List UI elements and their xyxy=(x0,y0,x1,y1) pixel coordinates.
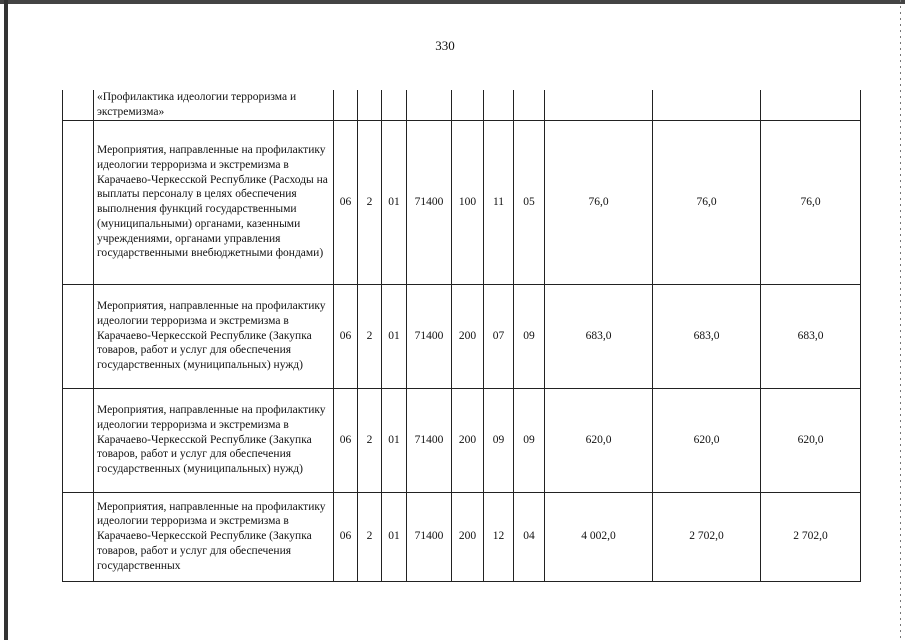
expense-type-code: 100 xyxy=(452,120,484,284)
activity-code xyxy=(382,90,407,120)
chapter-code: 07 xyxy=(484,284,514,388)
section-code xyxy=(334,90,358,120)
expense-type-code: 200 xyxy=(452,284,484,388)
subchapter-code: 09 xyxy=(514,284,545,388)
chapter-code: 11 xyxy=(484,120,514,284)
amount-year-3 xyxy=(761,90,861,120)
empty-cell xyxy=(63,492,94,581)
row-name: Мероприятия, направленные на профилактику идеологии терроризма и экстремизма в Карачаево-Черкесской Республике (Закупка товаров, работ и услуг для обеспечения государственных xyxy=(94,492,334,581)
page-number: 330 xyxy=(435,38,455,53)
table-row xyxy=(63,388,861,492)
section-code: 06 xyxy=(334,284,358,388)
section-code: 06 xyxy=(334,120,358,284)
amount-year-2: 620,0 xyxy=(653,388,761,492)
row-name: Мероприятия, направленные на профилактику идеологии терроризма и экстремизма в Карачаево-Черкесской Республике (Закупка товаров, работ и услуг для обеспечения государственных (муниципальных) нужд) xyxy=(94,388,334,492)
section-code: 06 xyxy=(334,388,358,492)
chapter-code: 12 xyxy=(484,492,514,581)
amount-year-1 xyxy=(545,90,653,120)
direction-code: 71400 xyxy=(407,120,452,284)
direction-code: 71400 xyxy=(407,492,452,581)
table-row xyxy=(63,284,861,388)
subchapter-code xyxy=(514,90,545,120)
subchapter-code: 04 xyxy=(514,492,545,581)
activity-code: 01 xyxy=(382,284,407,388)
amount-year-2: 2 702,0 xyxy=(653,492,761,581)
budget-table xyxy=(62,90,861,582)
amount-year-1: 683,0 xyxy=(545,284,653,388)
amount-year-3: 2 702,0 xyxy=(761,492,861,581)
activity-code: 01 xyxy=(382,388,407,492)
direction-code: 71400 xyxy=(407,284,452,388)
amount-year-2: 76,0 xyxy=(653,120,761,284)
scan-right-edge xyxy=(900,0,901,640)
expense-type-code xyxy=(452,90,484,120)
scan-top-border xyxy=(0,0,905,4)
empty-cell xyxy=(63,388,94,492)
subprogram-code: 2 xyxy=(358,388,382,492)
row-name: Мероприятия, направленные на профилактику идеологии терроризма и экстремизма в Карачаево-Черкесской Республике (Закупка товаров, работ и услуг для обеспечения государственных (муниципальных) нужд) xyxy=(94,284,334,388)
activity-code: 01 xyxy=(382,120,407,284)
chapter-code: 09 xyxy=(484,388,514,492)
amount-year-1: 76,0 xyxy=(545,120,653,284)
empty-cell xyxy=(63,120,94,284)
section-code: 06 xyxy=(334,492,358,581)
subprogram-code: 2 xyxy=(358,284,382,388)
empty-cell xyxy=(63,90,94,120)
chapter-code xyxy=(484,90,514,120)
table-row xyxy=(63,120,861,284)
amount-year-2: 683,0 xyxy=(653,284,761,388)
amount-year-1: 4 002,0 xyxy=(545,492,653,581)
empty-cell xyxy=(63,284,94,388)
table-row xyxy=(63,90,861,120)
direction-code: 71400 xyxy=(407,388,452,492)
expense-type-code: 200 xyxy=(452,492,484,581)
row-name: «Профилактика идеологии терроризма и экстремизма» xyxy=(94,90,334,120)
activity-code: 01 xyxy=(382,492,407,581)
expense-type-code: 200 xyxy=(452,388,484,492)
amount-year-3: 683,0 xyxy=(761,284,861,388)
direction-code xyxy=(407,90,452,120)
subprogram-code xyxy=(358,90,382,120)
subprogram-code: 2 xyxy=(358,120,382,284)
amount-year-3: 620,0 xyxy=(761,388,861,492)
amount-year-1: 620,0 xyxy=(545,388,653,492)
subprogram-code: 2 xyxy=(358,492,382,581)
row-name: Мероприятия, направленные на профилактику идеологии терроризма и экстремизма в Карачаево-Черкесской Республике (Расходы на выплаты персоналу в целях обеспечения выполнения функций государственными (муниципальными) органами, казенными учреждениями, органами управления государственными внебюджетными фондами) xyxy=(94,120,334,284)
table-row xyxy=(63,492,861,581)
subchapter-code: 09 xyxy=(514,388,545,492)
scan-left-border xyxy=(4,0,8,640)
amount-year-3: 76,0 xyxy=(761,120,861,284)
subchapter-code: 05 xyxy=(514,120,545,284)
amount-year-2 xyxy=(653,90,761,120)
